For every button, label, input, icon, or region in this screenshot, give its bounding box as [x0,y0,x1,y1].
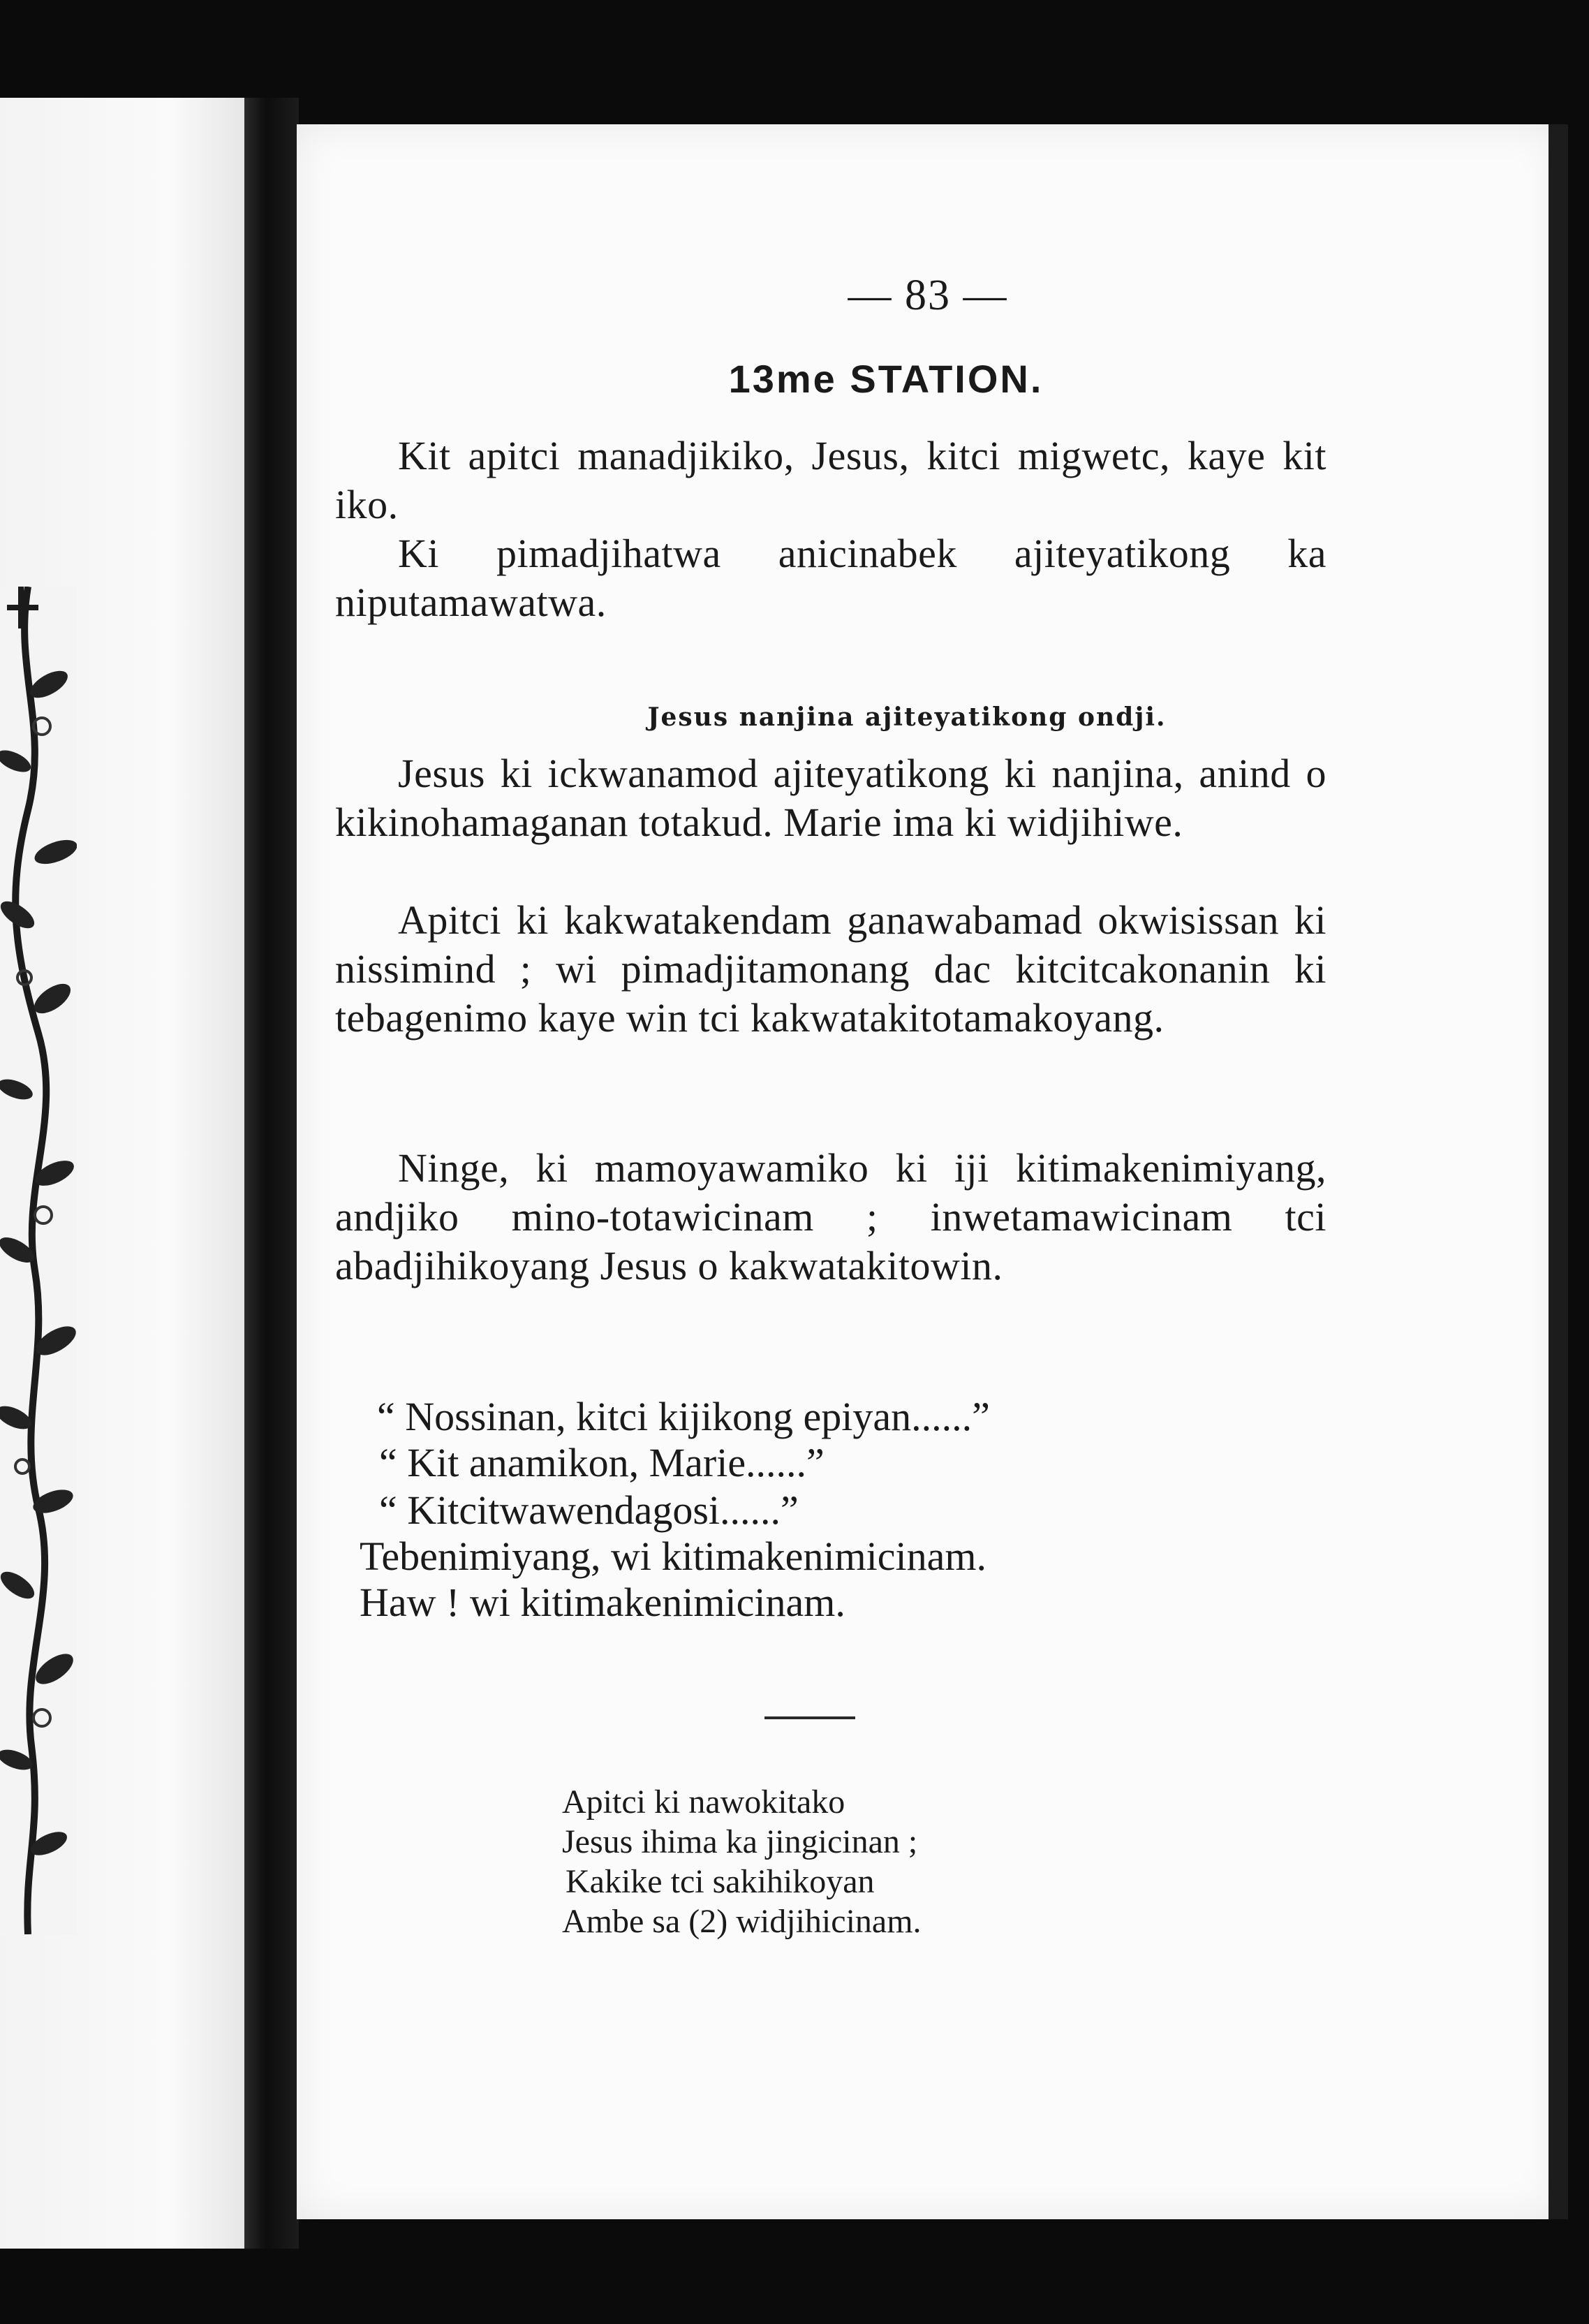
section-subheading: Jesus nanjina ajiteyatikong ondji. [647,703,1167,732]
prayer-line-1: “ Nossinan, kitci kijikong epiyan......” [377,1394,990,1439]
book-gutter [244,98,299,2249]
prayer-line-2: “ Kit anamikon, Marie......” [379,1440,825,1485]
body-paragraph-2: Apitci ki kakwatakendam ganawabamad okwisissan ki nissimind ; wi pimadjitamonang dac kitcitcakonanin ki tebagenimo kaye win tci kakwatakitotamakoyang. [335,897,1326,1040]
hymn-line-3: Kakike tci sakihikoyan [566,1863,875,1900]
left-page-edge [0,98,244,2249]
section-divider [764,1716,855,1719]
intro-paragraph-1: Kit apitci manadjikiko, Jesus, kitci migwetc, kaye kit iko. [335,433,1326,527]
prayer-line-4: Tebenimiyang, wi kitimakenimicinam. [360,1534,986,1579]
right-page-edge [1549,124,1568,2219]
hymn-line-2: Jesus ihima ka jingicinan ; [562,1823,918,1860]
page-83 [297,124,1559,2219]
vine-ornament-graphic [0,587,77,1934]
prayer-line-5: Haw ! wi kitimakenimicinam. [360,1580,845,1625]
hymn-line-1: Apitci ki nawokitako [562,1784,845,1821]
page-number: — 83 — [848,272,1008,319]
body-paragraph-1: Jesus ki ickwanamod ajiteyatikong ki nanjina, anind o kikinohamaganan totakud. Marie ima ki widjihiwe. [335,751,1326,845]
station-title: 13me STATION. [728,357,1044,401]
hymn-line-4: Ambe sa (2) widjihicinam. [562,1903,922,1940]
prayer-line-3: “ Kitcitwawendagosi......” [379,1487,799,1533]
intro-paragraph-2: Ki pimadjihatwa anicinabek ajiteyatikong ka niputamawatwa. [335,531,1326,625]
body-paragraph-3: Ninge, ki mamoyawamiko ki iji kitimakenimiyang, andjiko mino-totawicinam ; inwetamawicinam tci abadjihikoyang Jesus o kakwatakitowin. [335,1145,1326,1288]
vine-ornament [0,587,77,1934]
